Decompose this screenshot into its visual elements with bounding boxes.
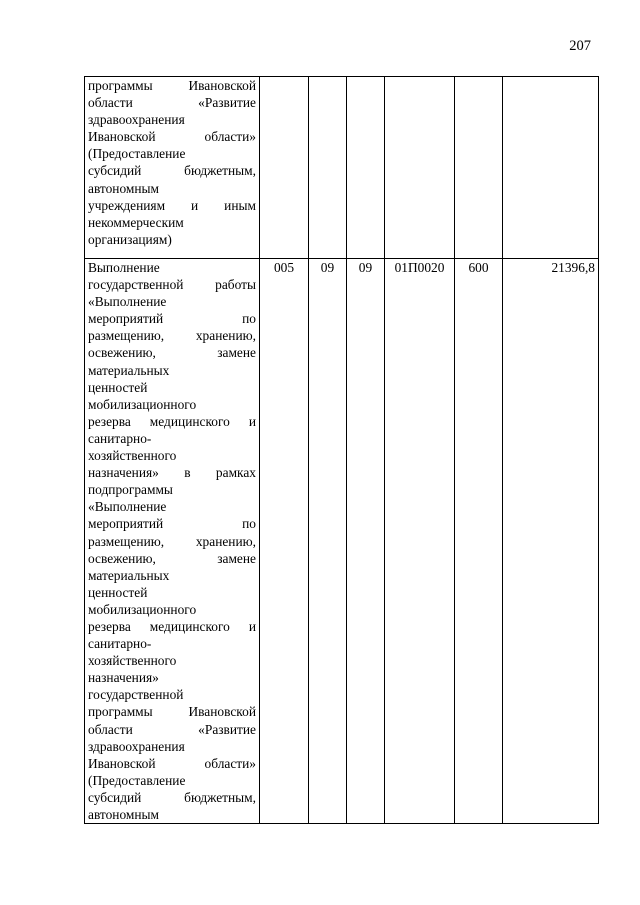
- description-line: освежению, замене: [88, 550, 256, 566]
- ministry-code-cell: 005: [260, 259, 309, 824]
- target-item-code-cell: 01П0020: [385, 259, 455, 824]
- description-line: области «Развитие: [88, 721, 256, 737]
- description-line: здравоохранения: [88, 738, 185, 754]
- description-line: Ивановской области»: [88, 755, 256, 771]
- subsection-code-cell: 09: [347, 259, 385, 824]
- description-line: организациям): [88, 231, 172, 247]
- description-line: программы Ивановской: [88, 704, 256, 720]
- expense-type-code-cell: [455, 77, 503, 259]
- description-line: Выполнение: [88, 260, 160, 275]
- description-line: области «Развитие: [88, 95, 256, 111]
- description-line: назначения»: [88, 670, 159, 686]
- table-row: [85, 77, 599, 259]
- description-line: материальных: [88, 362, 170, 378]
- description-line: субсидий бюджетным,: [88, 163, 256, 179]
- description-line: освежению, замене: [88, 345, 256, 361]
- description-line: некоммерческим: [88, 214, 184, 230]
- description-line: резерва медицинского и: [88, 618, 256, 634]
- description-line: мероприятий по: [88, 516, 256, 532]
- target-item-code-cell: [385, 77, 455, 259]
- description-line: Ивановской области»: [88, 129, 256, 145]
- section-code-cell: [309, 77, 347, 259]
- amount-cell: [503, 77, 599, 259]
- description-line: субсидий бюджетным,: [88, 789, 256, 805]
- description-line: мобилизационного: [88, 601, 197, 617]
- description-line: подпрограммы: [88, 482, 173, 498]
- description-line: «Выполнение: [88, 294, 167, 310]
- description-line: (Предоставление: [88, 772, 186, 788]
- description-line: хозяйственного: [88, 653, 177, 669]
- section-code-cell: 09: [309, 259, 347, 824]
- description-line: назначения» в рамках: [88, 465, 256, 481]
- ministry-code-cell: [260, 77, 309, 259]
- description-line: автономным: [88, 180, 160, 196]
- page-number: 207: [569, 38, 591, 54]
- description-line: материальных: [88, 567, 170, 583]
- description-line: санитарно-: [88, 430, 152, 446]
- amount-cell: 21396,8: [503, 259, 599, 824]
- description-cell: [85, 77, 260, 259]
- description-line: мероприятий по: [88, 311, 256, 327]
- description-line: программы Ивановской: [88, 78, 256, 93]
- expense-type-code-cell: 600: [455, 259, 503, 824]
- description-line: ценностей: [88, 379, 148, 395]
- description-line: размещению, хранению,: [88, 328, 256, 344]
- description-line: резерва медицинского и: [88, 413, 256, 429]
- budget-table: [84, 76, 599, 824]
- table-body: [85, 77, 599, 824]
- description-line: мобилизационного: [88, 396, 197, 412]
- description-line: государственной: [88, 687, 184, 703]
- description-line: (Предоставление: [88, 146, 186, 162]
- table-row: [85, 259, 599, 824]
- description-line: хозяйственного: [88, 448, 177, 464]
- description-cell: [85, 259, 260, 824]
- description-line: размещению, хранению,: [88, 533, 256, 549]
- description-line: ценностей: [88, 584, 148, 600]
- description-line: «Выполнение: [88, 499, 167, 515]
- description-line: автономным: [88, 807, 160, 822]
- description-line: санитарно-: [88, 636, 152, 652]
- subsection-code-cell: [347, 77, 385, 259]
- description-line: здравоохранения: [88, 112, 185, 128]
- description-line: государственной работы: [88, 277, 256, 293]
- description-line: учреждениям и иным: [88, 197, 256, 213]
